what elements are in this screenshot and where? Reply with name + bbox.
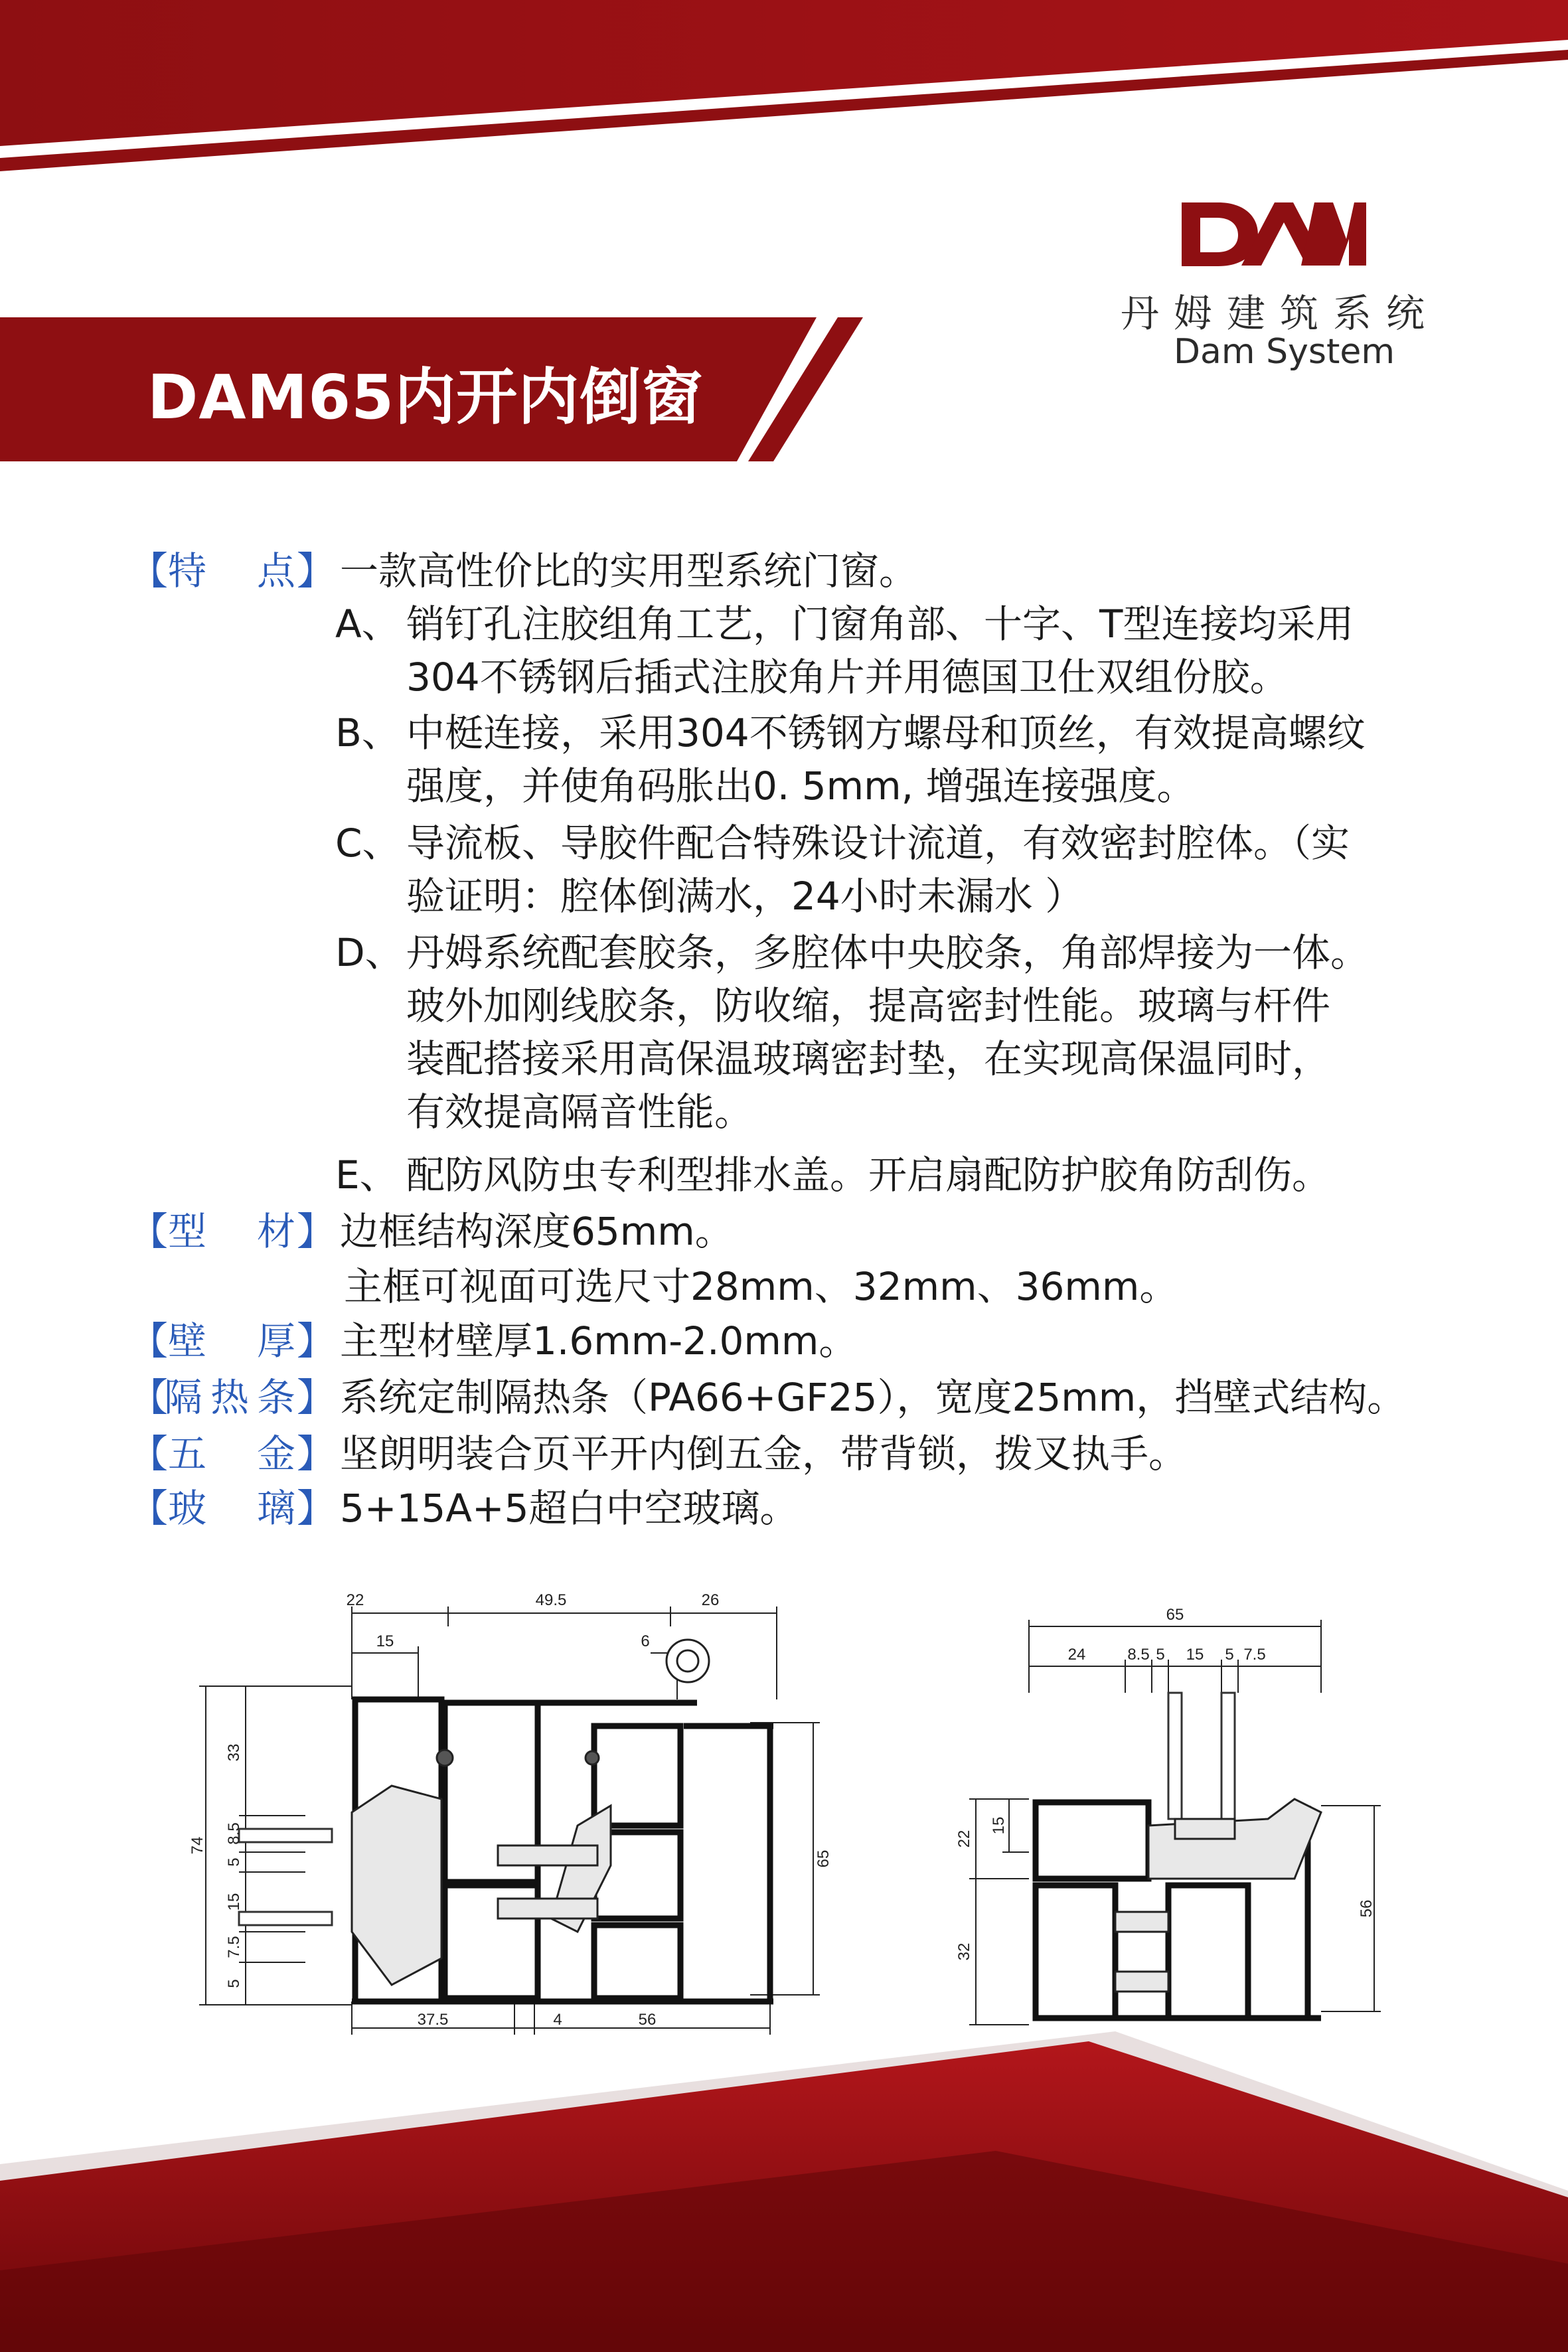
dim-top-15: 15 bbox=[376, 1632, 394, 1650]
dim-top-5a: 5 bbox=[1156, 1646, 1165, 1664]
features-intro: 一款高性价比的实用型系统门窗。 bbox=[340, 548, 918, 593]
dim-top-22: 22 bbox=[346, 1591, 364, 1609]
feature-c-line1: 导流板、导胶件配合特殊设计流道，有效密封腔体。（实 bbox=[406, 821, 1350, 866]
dim-left-32: 32 bbox=[955, 1942, 973, 1961]
dim-bottom-4: 4 bbox=[553, 2011, 562, 2029]
logo-name-en: Dam System bbox=[1174, 332, 1395, 372]
dim-top-15: 15 bbox=[1186, 1646, 1204, 1664]
dim-bottom-56: 56 bbox=[638, 2011, 657, 2029]
feature-d-line1: 丹姆系统配套胶条，多腔体中央胶条，角部焊接为一体。 bbox=[406, 930, 1370, 975]
dim-left-15: 15 bbox=[225, 1893, 243, 1911]
thermal-strip-line: 系统定制隔热条（PA66+GF25），宽度25mm，挡壁式结构。 bbox=[340, 1375, 1406, 1420]
dim-right-56: 56 bbox=[1358, 1899, 1375, 1918]
logo-name-cn: 丹姆建筑系统 bbox=[1121, 291, 1440, 336]
feature-b-line1: 中梃连接，采用304不锈钢方螺母和顶丝，有效提高螺纹 bbox=[406, 710, 1366, 755]
dim-left-7-5: 7.5 bbox=[225, 1936, 243, 1958]
feature-a-line2: 304不锈钢后插式注胶角片并用德国卫仕双组份胶。 bbox=[406, 655, 1289, 700]
dim-bottom-37-5: 37.5 bbox=[417, 2011, 449, 2029]
wall-thickness-line: 主型材壁厚1.6mm-2.0mm。 bbox=[340, 1318, 858, 1364]
glass-line: 5+15A+5超白中空玻璃。 bbox=[340, 1486, 799, 1531]
dim-left-8-5: 8.5 bbox=[225, 1822, 243, 1845]
dim-left-5a: 5 bbox=[225, 1857, 243, 1867]
page-title: DAM65内开内倒窗 bbox=[147, 362, 704, 433]
dim-left-15: 15 bbox=[990, 1816, 1008, 1835]
dim-top-7-5: 7.5 bbox=[1243, 1646, 1266, 1664]
feature-d-letter: D、 bbox=[335, 930, 404, 975]
profile-section-drawing-left bbox=[153, 1587, 843, 2051]
dim-left-5b: 5 bbox=[225, 1979, 243, 1988]
dim-top-26: 26 bbox=[701, 1591, 720, 1609]
feature-b-line2: 强度，并使角码胀出0. 5mm, 增强连接强度。 bbox=[406, 763, 1196, 809]
feature-d-line2: 玻外加刚线胶条，防收缩，提高密封性能。玻璃与杆件 bbox=[406, 983, 1331, 1028]
feature-a-letter: A、 bbox=[335, 601, 400, 647]
dim-top-6: 6 bbox=[641, 1632, 650, 1650]
dim-left-74: 74 bbox=[189, 1836, 206, 1855]
feature-c-letter: C、 bbox=[335, 821, 401, 866]
profile-line2: 主框可视面可选尺寸28mm、32mm、36mm。 bbox=[344, 1264, 1178, 1309]
profile-section-drawing-right bbox=[949, 1600, 1427, 2051]
profile-line1: 边框结构深度65mm。 bbox=[340, 1209, 734, 1254]
dim-left-33: 33 bbox=[225, 1743, 243, 1762]
feature-e-line1: 配防风防虫专利型排水盖。开启扇配防护胶角防刮伤。 bbox=[406, 1152, 1331, 1198]
dam-logo-icon bbox=[1175, 199, 1368, 269]
dim-top-8-5: 8.5 bbox=[1127, 1646, 1150, 1664]
feature-d-line3: 装配搭接采用高保温玻璃密封垫，在实现高保温同时， bbox=[406, 1036, 1331, 1081]
dim-left-22: 22 bbox=[955, 1830, 973, 1848]
dim-top-65: 65 bbox=[1166, 1606, 1184, 1624]
dim-right-65: 65 bbox=[815, 1849, 832, 1868]
dim-top-24: 24 bbox=[1067, 1646, 1086, 1664]
feature-b-letter: B、 bbox=[335, 710, 400, 755]
feature-d-line4: 有效提高隔音性能。 bbox=[406, 1089, 753, 1135]
feature-e-letter: E、 bbox=[335, 1152, 398, 1198]
dim-top-49-5: 49.5 bbox=[535, 1591, 567, 1609]
feature-c-line2: 验证明：腔体倒满水，24小时未漏水 ） bbox=[406, 874, 1084, 919]
feature-a-line1: 销钉孔注胶组角工艺，门窗角部、十字、T型连接均采用 bbox=[406, 601, 1354, 647]
hardware-line: 坚朗明装合页平开内倒五金，带背锁，拨叉执手。 bbox=[340, 1431, 1188, 1476]
dim-top-5b: 5 bbox=[1225, 1646, 1234, 1664]
